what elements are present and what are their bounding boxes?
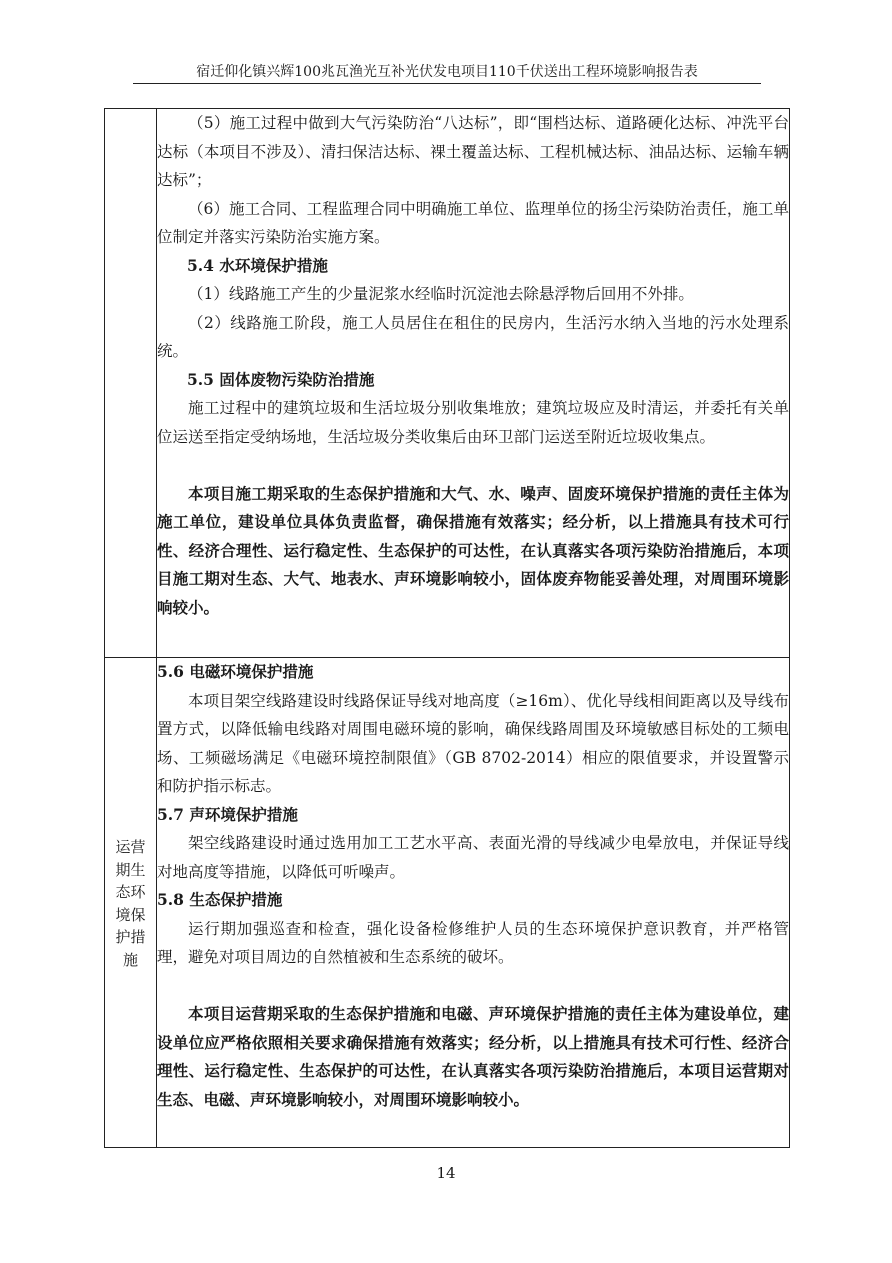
label-line-2: 期生: [115, 860, 146, 879]
page-header-title: 宿迁仰化镇兴辉100兆瓦渔光互补光伏发电项目110千伏送出工程环境影响报告表: [196, 64, 698, 80]
construction-summary: 本项目施工期采取的生态保护措施和大气、水、噪声、固废环境保护措施的责任主体为施工单位，建设单位具体负责监督，确保措施有效落实；经分析，以上措施具有技术可行性、经济合理性、运行稳定性、生态保护的可达性，在认真落实各项污染防治措施后，本项目施工期对生态、大气、地表水、声环境影响较小，固体废弃物能妥善处理，对周围环境影响较小。: [157, 483, 789, 617]
label-line-5: 护措: [115, 928, 146, 946]
construction-measures-cell: [157, 109, 790, 658]
operation-summary: 本项目运营期采取的生态保护措施和电磁、声环境保护措施的责任主体为建设单位，建设单位应严格依照相关要求确保措施有效落实；经分析，以上措施具有技术可行性、经济合理性、运行稳定性、生态保护的可达性，在认真落实各项污染防治措施后，本项目运营期对生态、电磁、声环境影响较小，对周围环境影响较小。: [157, 1004, 789, 1109]
section-heading-5-4: 5.4 水环境保护措施: [187, 255, 328, 275]
label-line-1: 运营: [115, 838, 146, 856]
construction-row-label: [105, 109, 157, 658]
header-divider: [133, 83, 761, 84]
air-measure-item-5: （5）施工过程中做到大气污染防治“八达标”，即“围档达标、道路硬化达标、冲洗平台达标（本项目不涉及）、清扫保洁达标、裸土覆盖达标、工程机械达标、油品达标、运输车辆达标”；: [157, 114, 789, 189]
page-number: 14: [436, 1164, 456, 1182]
blank-line: [157, 451, 789, 480]
solid-waste-measure: 施工过程中的建筑垃圾和生活垃圾分别收集堆放；建筑垃圾应及时清运，并委托有关单位运送至指定受纳场地，生活垃圾分类收集后由环卫部门运送至附近垃圾收集点。: [157, 399, 789, 446]
section-heading-5-5: 5.5 固体废物污染防治措施: [187, 369, 375, 389]
operation-period-row: [105, 658, 790, 1148]
section-heading-5-7: 5.7 声环境保护措施: [157, 804, 298, 824]
electromagnetic-measure: 本项目架空线路建设时线路保证导线对地高度（≥16m）、优化导线相间距离以及导线布置方式，以降低输电线路对周围电磁环境的影响，确保线路周围及环境敏感目标处的工频电场、工频磁场满足《电磁环境控制限值》（GB 8702-2014）相应的限值要求，并设置警示和防护指示标志。: [157, 691, 789, 795]
noise-measure: 架空线路建设时通过选用加工工艺水平高、表面光滑的导线减少电晕放电，并保证导线对地高度等措施，以降低可听噪声。: [157, 834, 789, 881]
operation-row-label: [105, 658, 157, 1148]
air-measure-item-6: （6）施工合同、工程监理合同中明确施工单位、监理单位的扬尘污染防治责任，施工单位制定并落实污染防治实施方案。: [157, 199, 789, 246]
water-measure-item-2: （2）线路施工阶段，施工人员居住在租住的民房内，生活污水纳入当地的污水处理系统。: [157, 313, 789, 360]
construction-period-row: [105, 109, 790, 658]
water-measure-item-1: （1）线路施工产生的少量泥浆水经临时沉淀池去除悬浮物后回用不外排。: [188, 285, 694, 303]
measures-table: [104, 108, 790, 1148]
ecology-measure: 运行期加强巡查和检查，强化设备检修维护人员的生态环境保护意识教育，并严格管理，避免对项目周边的自然植被和生态系统的破坏。: [157, 919, 789, 966]
label-line-4: 境保: [115, 905, 146, 924]
label-line-6: 施: [122, 950, 138, 969]
operation-measures-cell: [157, 658, 790, 1148]
section-heading-5-6: 5.6 电磁环境保护措施: [157, 662, 314, 681]
label-line-3: 态环: [115, 883, 146, 901]
blank-line: [157, 972, 789, 1001]
section-heading-5-8: 5.8 生态保护措施: [157, 890, 283, 909]
